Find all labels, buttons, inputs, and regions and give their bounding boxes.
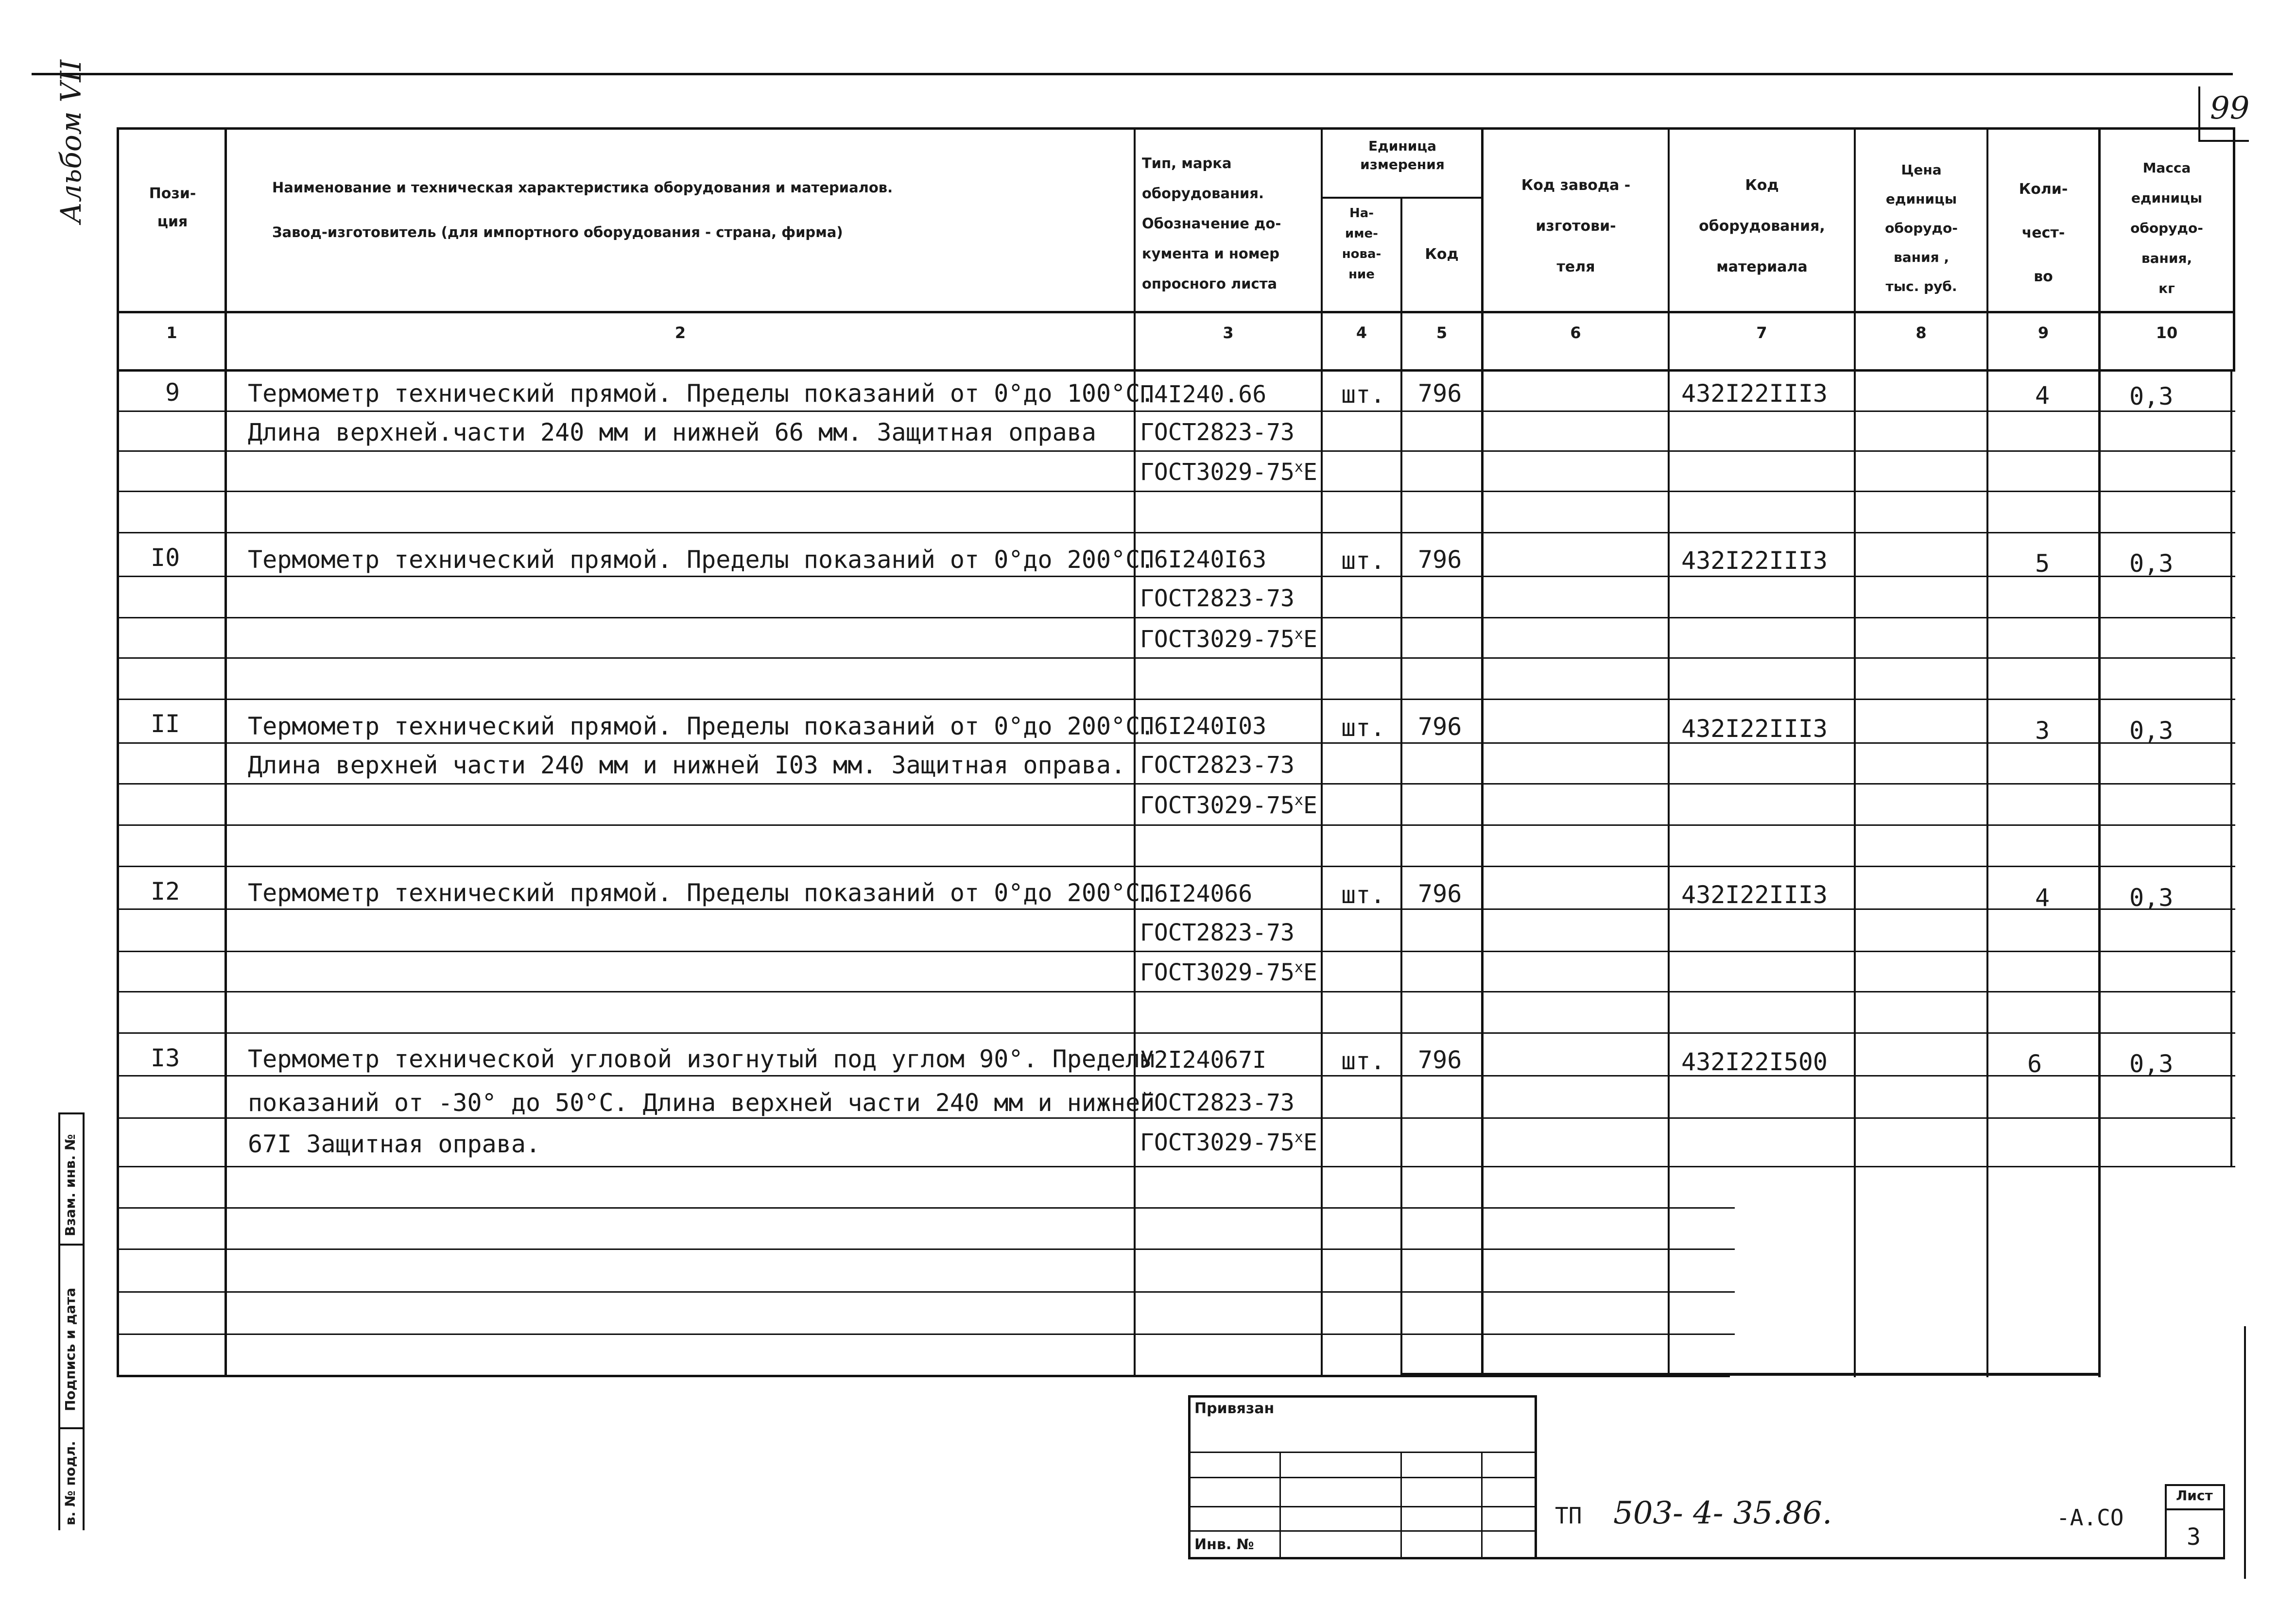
row-equipment-code: 432I22I500 (1681, 1048, 1828, 1076)
header-unit-name: На- име- нова- ние (1342, 206, 1381, 282)
row-position: I0 (151, 544, 180, 572)
col-number: 9 (2037, 324, 2049, 342)
col-number: 2 (674, 324, 686, 342)
row-quantity: 5 (2035, 549, 2050, 578)
header-price: Цена единицы оборудо- вания , тыс. руб. (1885, 162, 1958, 294)
row-doc-type: П6I240I63 (1140, 546, 1267, 573)
stamp-doc-prefix: ТП (1555, 1503, 1582, 1529)
header-manufacturer-code: Код завода - изготови- теля (1521, 177, 1631, 275)
row-unit-code: 796 (1418, 379, 1462, 408)
page-number: 99 (2210, 90, 2250, 126)
row-doc-gost: ГОСТ2823-73 (1140, 1089, 1295, 1116)
header-unit-code: Код (1425, 246, 1459, 263)
row-unit: шт. (1341, 881, 1385, 909)
row-doc-type: П6I240I03 (1140, 713, 1267, 740)
row-description: Термометр технический прямой. Пределы показаний от 0°до 100°С. (248, 379, 1155, 408)
row-unit: шт. (1341, 380, 1385, 409)
album-mark: Альбом VII (54, 60, 87, 223)
row-quantity: 6 (2027, 1050, 2042, 1078)
row-quantity: 4 (2035, 381, 2050, 410)
row-description: Термометр технический прямой. Пределы показаний от 0°до 200°С. (248, 712, 1155, 740)
header-position: Пози- ция (149, 185, 196, 230)
row-doc-type: П4I240.66 (1140, 381, 1267, 408)
row-description: показаний от -30° до 50°С. Длина верхней части 240 мм и нижней (248, 1089, 1155, 1117)
row-doc-gost: $ГОСТ3029-75^хЕ$ (1140, 626, 1317, 653)
header-quantity: Коли- чест- во (2019, 181, 2068, 285)
row-equipment-code: 432I22III3 (1681, 881, 1828, 909)
col-number: 10 (2156, 324, 2178, 342)
row-doc-gost: ГОСТ2823-73 (1140, 752, 1295, 779)
side-label-vzam: Взам. инв. № (62, 1134, 78, 1236)
row-unit: шт. (1341, 547, 1385, 575)
stamp-doc-number: 503- 4- 35.86. (1613, 1495, 1832, 1531)
row-unit: шт. (1341, 1047, 1385, 1075)
stamp-sheet-label: Лист (2176, 1487, 2213, 1504)
row-doc-gost: $ГОСТ3029-75^хЕ$ (1140, 792, 1317, 819)
row-unit: шт. (1341, 714, 1385, 742)
header-name: Наименование и техническая характеристика оборудования и материалов. Завод-изготовитель (для импортного оборудования - страна, фирма) (272, 179, 893, 240)
row-description: Термометр технический прямой. Пределы показаний от 0°до 200°С. (248, 546, 1155, 574)
row-doc-gost: $ГОСТ3029-75^хЕ$ (1140, 1129, 1317, 1156)
row-mass: 0,3 (2129, 717, 2174, 745)
row-equipment-code: 432I22III3 (1681, 715, 1828, 743)
row-description: Длина верхней части 240 мм и нижней I03 мм. Защитная оправа. (248, 751, 1126, 779)
row-unit-code: 796 (1418, 1046, 1462, 1074)
row-quantity: 4 (2035, 884, 2050, 912)
row-doc-gost: ГОСТ2823-73 (1140, 419, 1295, 446)
row-description: Длина верхней.части 240 мм и нижней 66 мм. Защитная оправа (248, 418, 1096, 446)
row-description: Термометр технической угловой изогнутый под углом 90°. Пределы (248, 1045, 1155, 1073)
col-number: 1 (166, 324, 177, 342)
row-unit-code: 796 (1418, 713, 1462, 741)
row-equipment-code: 432I22III3 (1681, 547, 1828, 575)
row-position: I3 (151, 1044, 180, 1072)
col-number: 8 (1916, 324, 1927, 342)
row-quantity: 3 (2035, 717, 2050, 745)
row-description: 67I Защитная оправа. (248, 1130, 541, 1158)
col-number: 5 (1436, 324, 1448, 342)
row-mass: 0,3 (2129, 382, 2174, 410)
row-doc-gost: $ГОСТ3029-75^хЕ$ (1140, 459, 1317, 486)
row-mass: 0,3 (2129, 884, 2174, 912)
row-position: I2 (151, 877, 180, 906)
col-number: 3 (1223, 324, 1234, 342)
header-equipment-code: Код оборудования, материала (1699, 177, 1825, 275)
header-type: Тип, марка оборудования. Обозначение до- кумента и номер опросного листа (1142, 155, 1281, 292)
row-position: 9 (165, 378, 180, 407)
col-number: 6 (1570, 324, 1581, 342)
side-label-podpis: Подпись и дата (62, 1287, 78, 1411)
row-doc-gost: ГОСТ2823-73 (1140, 919, 1295, 946)
row-doc-gost: ГОСТ2823-73 (1140, 585, 1295, 612)
stamp-privyazan: Привязан (1194, 1400, 1275, 1417)
col-number: 7 (1756, 324, 1767, 342)
stamp-inv-no: Инв. № (1194, 1536, 1254, 1553)
row-position: II (151, 710, 180, 738)
row-mass: 0,3 (2129, 549, 2174, 578)
row-unit-code: 796 (1418, 546, 1462, 574)
row-equipment-code: 432I22III3 (1681, 379, 1828, 408)
row-doc-type: П6I24066 (1140, 880, 1253, 907)
header-unit-group: Единица измерения (1360, 138, 1445, 172)
col-number: 4 (1356, 324, 1367, 342)
row-description: Термометр технический прямой. Пределы показаний от 0°до 200°С. (248, 879, 1155, 907)
row-doc-gost: $ГОСТ3029-75^хЕ$ (1140, 959, 1317, 986)
row-unit-code: 796 (1418, 880, 1462, 908)
row-doc-type: У2I24067I (1140, 1046, 1267, 1074)
stamp-sheet-number: 3 (2187, 1523, 2201, 1551)
row-mass: 0,3 (2129, 1050, 2174, 1078)
side-label-inv-podl: в. № подл. (62, 1441, 78, 1525)
stamp-doc-suffix: -А.СО (2056, 1504, 2124, 1531)
header-mass: Масса единицы оборудо- вания, кг (2130, 160, 2203, 296)
